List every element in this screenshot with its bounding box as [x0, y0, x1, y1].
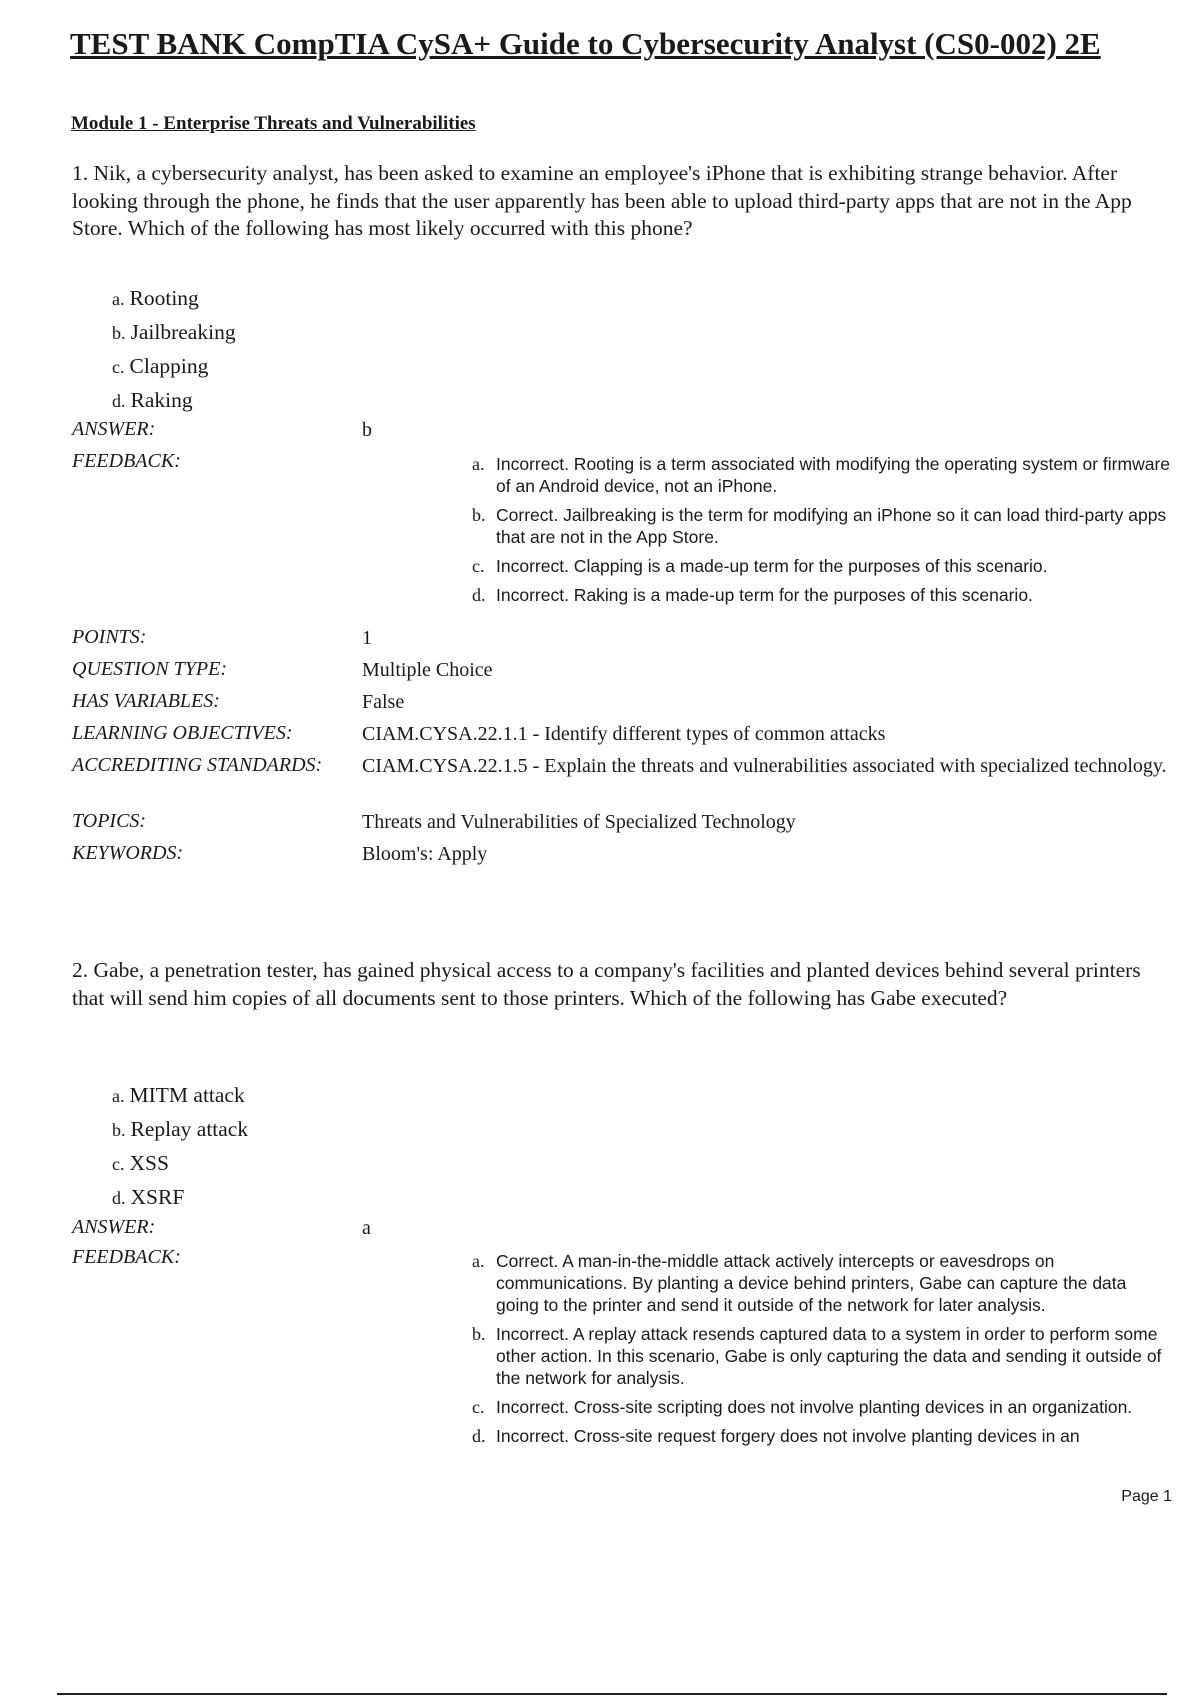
question-2-metadata	[72, 1216, 1172, 1454]
question-type-row: QUESTION TYPE: Multiple Choice	[72, 658, 1172, 690]
feedback-row	[72, 450, 1172, 613]
feedback-label: FEEDBACK:	[72, 1246, 181, 1268]
feedback-item: c. Incorrect. Cross-site scripting does not involve planting devices in an organization.	[472, 1397, 1133, 1417]
feedback-list	[472, 453, 1172, 606]
answer-row	[72, 1216, 1172, 1246]
question-2-options	[112, 1078, 248, 1214]
feedback-item: d. Incorrect. Raking is a made-up term for the purposes of this scenario.	[472, 585, 1033, 605]
page-number: Page 1	[1121, 1488, 1172, 1505]
learning-objectives-value: CIAM.CYSA.22.1.1 - Identify different types of common attacks	[362, 723, 886, 745]
document-title: TEST BANK CompTIA CySA+ Guide to Cybersecurity Analyst (CS0-002) 2E	[70, 26, 1101, 61]
option-a: a. MITM attack	[112, 1083, 245, 1107]
question-1-options	[112, 281, 236, 417]
has-variables-value: False	[362, 691, 405, 713]
keywords-value: Bloom's: Apply	[362, 843, 488, 865]
question-1-stem: 1. Nik, a cybersecurity analyst, has been asked to examine an employee's iPhone that is exhibiting strange behavior. After looking through the phone, he finds that the user apparently has been able to upload third-party apps that are not in the App Store. Which of the following has most likely occurred with this phone?	[72, 161, 1132, 240]
has-variables-row: HAS VARIABLES: False	[72, 690, 1172, 722]
points-row: POINTS: 1	[72, 626, 1172, 658]
feedback-item: d. Incorrect. Cross-site request forgery does not involve planting devices in an	[472, 1426, 1080, 1446]
option-d: d. Raking	[112, 388, 193, 412]
learning-objectives-row: LEARNING OBJECTIVES: CIAM.CYSA.22.1.1 - Identify different types of common attacks	[72, 722, 1172, 754]
question-1-details	[72, 626, 1172, 874]
feedback-item: a. Correct. A man-in-the-middle attack actively intercepts or eavesdrops on communications. By planting a device behind printers, Gabe can capture the data going to the printer and send it outside of the network for later analysis.	[472, 1251, 1127, 1315]
option-c: c. XSS	[112, 1151, 169, 1175]
points-value: 1	[362, 627, 372, 649]
module-heading: Module 1 - Enterprise Threats and Vulnerabilities	[71, 113, 476, 134]
answer-value: a	[362, 1217, 371, 1239]
option-b: b. Jailbreaking	[112, 320, 236, 344]
feedback-item: c. Incorrect. Clapping is a made-up term for the purposes of this scenario.	[472, 556, 1048, 576]
answer-value: b	[362, 419, 372, 441]
feedback-item: b. Incorrect. A replay attack resends captured data to a system in order to perform some other action. In this scenario, Gabe is only capturing the data and sending it outside of the network for analysis.	[472, 1324, 1162, 1388]
keywords-row: KEYWORDS: Bloom's: Apply	[72, 842, 1172, 874]
option-c: c. Clapping	[112, 354, 209, 378]
footer-rule	[57, 1693, 1167, 1695]
answer-row	[72, 418, 1172, 450]
feedback-list	[472, 1250, 1172, 1447]
question-type-value: Multiple Choice	[362, 659, 493, 681]
answer-label: ANSWER:	[72, 418, 156, 440]
option-d: d. XSRF	[112, 1185, 185, 1209]
question-1-metadata	[72, 418, 1172, 613]
topics-row: TOPICS: Threats and Vulnerabilities of Specialized Technology	[72, 810, 1172, 842]
question-2-stem: 2. Gabe, a penetration tester, has gained physical access to a company's facilities and planted devices behind several printers that will send him copies of all documents sent to those printers. Which of the following has Gabe executed?	[72, 958, 1141, 1010]
answer-label: ANSWER:	[72, 1216, 156, 1238]
accrediting-standards-row: ACCREDITING STANDARDS: CIAM.CYSA.22.1.5 - Explain the threats and vulnerabilities associated with specialized technology.	[72, 754, 1172, 810]
accrediting-standards-value: CIAM.CYSA.22.1.5 - Explain the threats and vulnerabilities associated with specialized technology.	[362, 755, 1167, 777]
feedback-row	[72, 1246, 1172, 1454]
feedback-label: FEEDBACK:	[72, 450, 181, 472]
feedback-item: a. Incorrect. Rooting is a term associated with modifying the operating system or firmware of an Android device, not an iPhone.	[472, 454, 1171, 496]
option-a: a. Rooting	[112, 286, 199, 310]
feedback-item: b. Correct. Jailbreaking is the term for modifying an iPhone so it can load third-party apps that are not in the App Store.	[472, 505, 1167, 547]
topics-value: Threats and Vulnerabilities of Specialized Technology	[362, 811, 796, 833]
option-b: b. Replay attack	[112, 1117, 249, 1141]
